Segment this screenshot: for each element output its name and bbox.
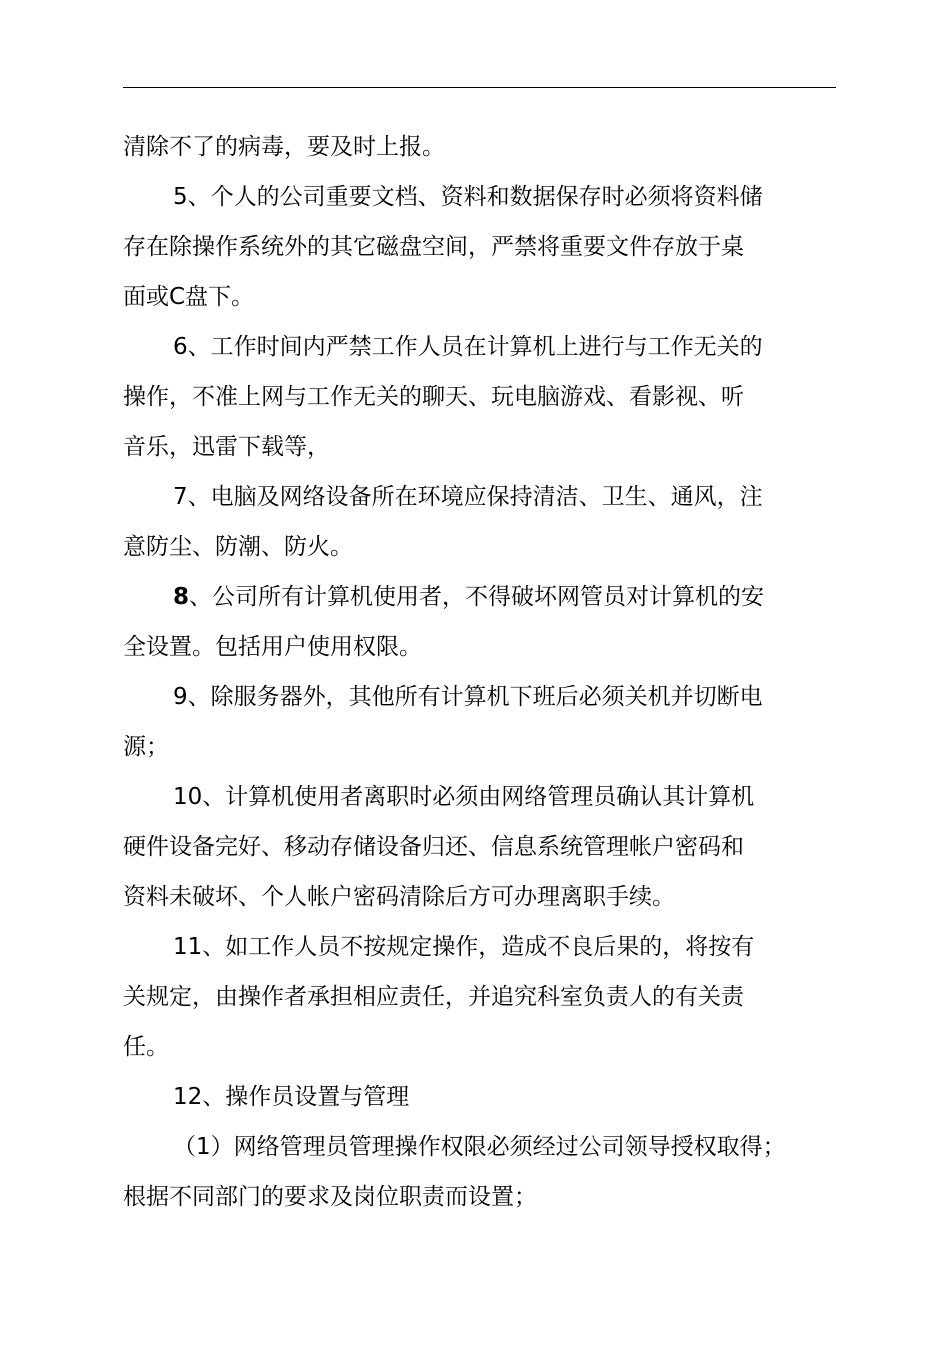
item-11-line-3: 任。 — [123, 1034, 169, 1060]
item-5-line-3: 面或C盘下。 — [123, 284, 255, 310]
item-5-line-2: 存在除操作系统外的其它磁盘空间，严禁将重要文件存放于桌 — [123, 234, 744, 260]
item-10-line-1: 10、计算机使用者离职时必须由网络管理员确认其计算机 — [173, 784, 755, 810]
item-10-line-2: 硬件设备完好、移动存储设备归还、信息系统管理帐户密码和 — [123, 834, 744, 860]
item-6-line-3: 音乐，迅雷下载等， — [123, 434, 330, 460]
item-12-1-line-1: （1）网络管理员管理操作权限必须经过公司领导授权取得； — [173, 1134, 786, 1160]
item-12-heading: 12、操作员设置与管理 — [173, 1084, 410, 1110]
document-body — [123, 122, 868, 1222]
item-9-line-2: 源； — [123, 734, 169, 760]
item-11-line-2: 关规定，由操作者承担相应责任，并追究科室负责人的有关责 — [123, 984, 744, 1010]
item-7-line-2: 意防尘、防潮、防火。 — [123, 534, 353, 560]
item-8-line-1 — [123, 572, 868, 622]
item-10-line-3: 资料未破坏、个人帐户密码清除后方可办理离职手续。 — [123, 884, 675, 910]
item-12-1-line-2: 根据不同部门的要求及岗位职责而设置； — [123, 1184, 537, 1210]
item-5-line-1: 5、个人的公司重要文档、资料和数据保存时必须将资料储 — [173, 184, 763, 210]
item-6-line-2: 操作，不准上网与工作无关的聊天、玩电脑游戏、看影视、听 — [123, 384, 744, 410]
header-rule — [123, 87, 836, 88]
item-8-text: 、公司所有计算机使用者，不得破坏网管员对计算机的安 — [189, 584, 765, 610]
item-9-line-1: 9、除服务器外，其他所有计算机下班后必须关机并切断电 — [173, 684, 763, 710]
text-line: 清除不了的病毒，要及时上报。 — [123, 134, 445, 160]
item-6-line-1: 6、工作时间内严禁工作人员在计算机上进行与工作无关的 — [173, 334, 763, 360]
item-8-line-2: 全设置。包括用户使用权限。 — [123, 634, 422, 660]
item-7-line-1: 7、电脑及网络设备所在环境应保持清洁、卫生、通风，注 — [173, 484, 763, 510]
item-8-number: 8 — [173, 584, 190, 610]
item-11-line-1: 11、如工作人员不按规定操作，造成不良后果的，将按有 — [173, 934, 755, 960]
